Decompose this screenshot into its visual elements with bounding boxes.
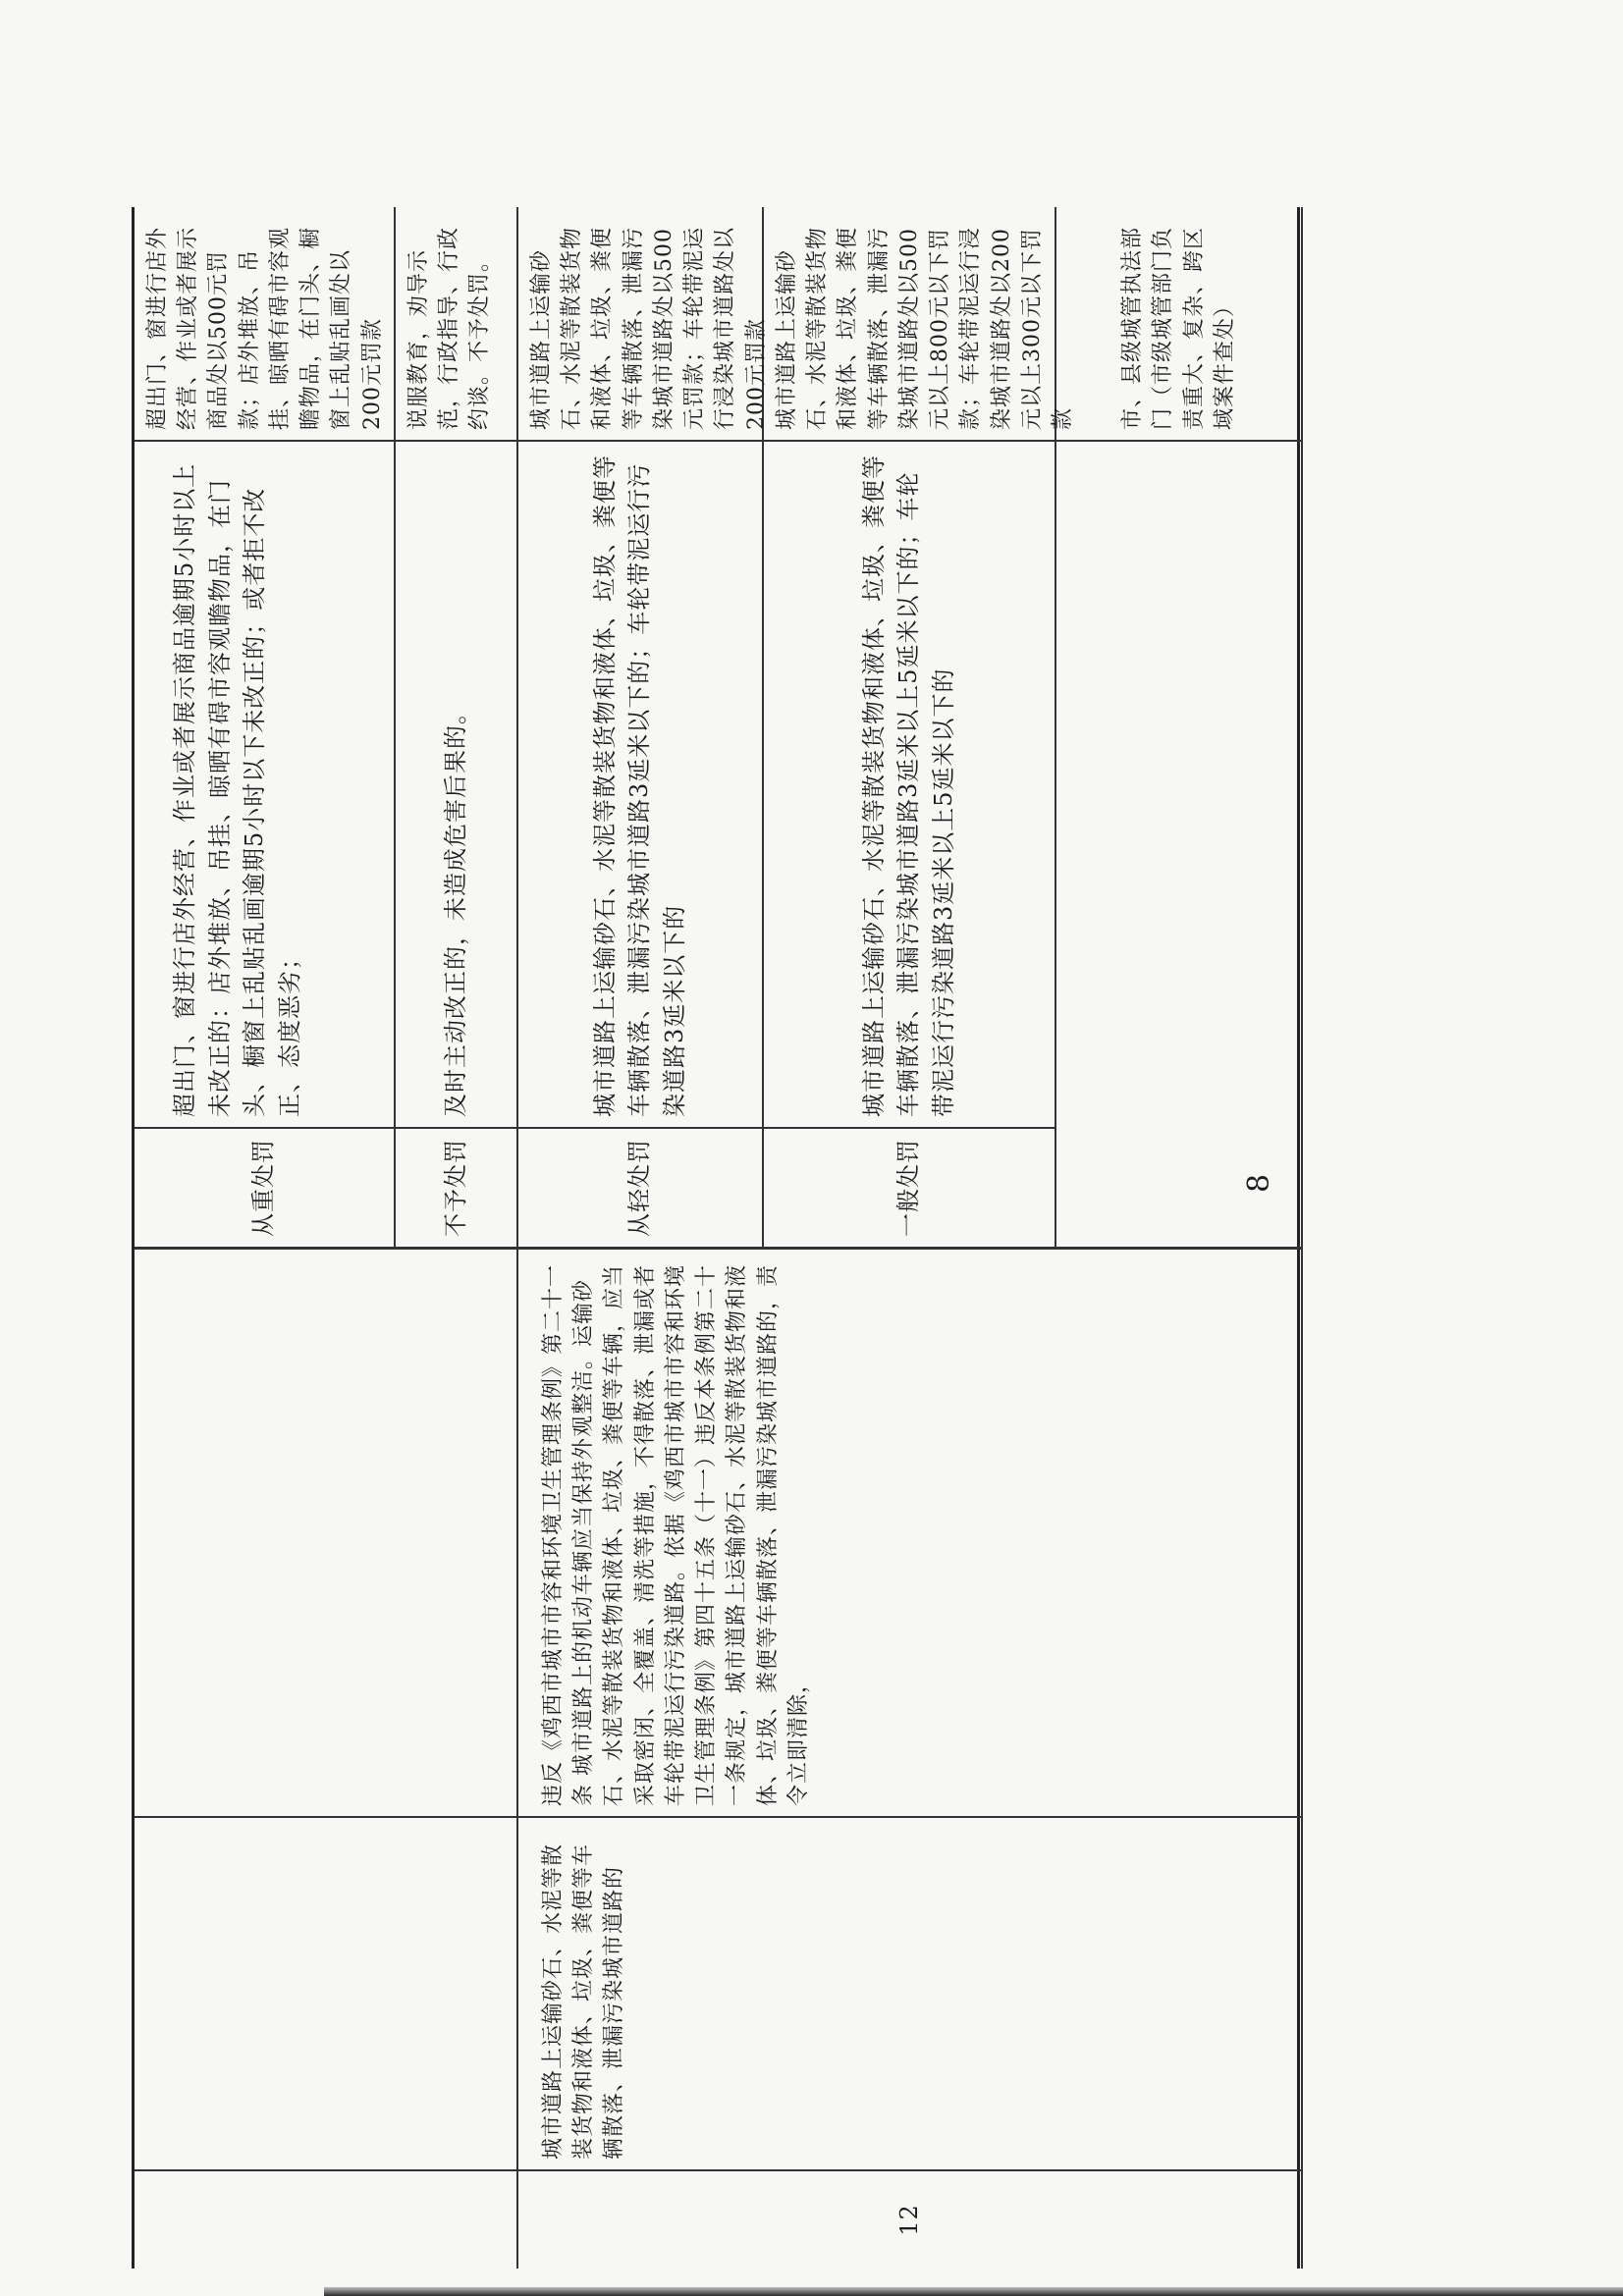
level-cell: 从轻处罚 — [518, 1127, 764, 1247]
basis-cell: 违反《鸡西市城市市容和环境卫生管理条例》第二十一条 城市道路上的机动车辆应当保持外观整洁。运输砂石、水泥等散装货物和液体、垃圾、粪便等车辆，应当采取密闭、全覆盖、清洗等措施，不得散落、泄漏或者车轮带泥运行污染道路。依据《鸡西市城市市容和环境卫生管理条例》第四十五条（十一）违反本条例第二十一条规定，城市道路上运输砂石、水泥等散装货物和液体、垃圾、粪便等车辆散落、泄漏污染城市道路的，责令立即清除， — [518, 1247, 1303, 1816]
item-cell: 城市道路上运输砂石、水泥等散装货物和液体、垃圾、粪便等车辆散落、泄漏污染城市道路的 — [518, 1816, 1303, 2169]
authority-blank-cell — [1056, 440, 1303, 1247]
basis-cell — [135, 1247, 518, 1816]
item-cell — [135, 1816, 518, 2169]
circumstance-cell: 城市道路上运输砂石、水泥等散装货物和液体、垃圾、粪便等车辆散落、泄漏污染城市道路3延米以下的；车轮带泥运行污染道路3延米以下的 — [518, 440, 764, 1127]
penalty-cell: 城市道路上运输砂石、水泥等散装货物和液体、垃圾、粪便等车辆散落、泄漏污染城市道路处以500元以上800元以下罚款；车轮带泥运行浸染城市道路处以200元以上300元以下罚款 — [764, 207, 1056, 440]
penalty-cell: 超出门、窗进行店外经营、作业或者展示商品处以500元罚款；店外堆放、吊挂、晾晒有碍市容观瞻物品，在门头、橱窗上乱贴乱画处以200元罚款 — [135, 207, 396, 440]
level-cell: 不予处罚 — [396, 1127, 518, 1247]
row-number-cell — [135, 2169, 518, 2269]
circumstance-cell: 超出门、窗进行店外经营、作业或者展示商品逾期5小时以上未改正的：店外堆放、吊挂、晾晒有碍市容观瞻物品，在门头、橱窗上乱贴乱画逾期5小时以下未改正的；或者拒不改正、态度恶劣； — [135, 440, 396, 1127]
penalty-cell: 城市道路上运输砂石、水泥等散装货物和液体、垃圾、粪便等车辆散落、泄漏污染城市道路处以500元罚款；车轮带泥运行浸染城市道路处以200元罚款 — [518, 207, 764, 440]
authority-cell: 市、县级城管执法部门（市级城管部门负责重大、复杂、跨区域案件查处） — [1056, 207, 1303, 440]
circumstance-cell: 城市道路上运输砂石、水泥等散装货物和液体、垃圾、粪便等车辆散落、泄漏污染城市道路3延米以上5延米以下的；车轮带泥运行污染道路3延米以上5延米以下的 — [764, 440, 1056, 1127]
scan-edge-shadow — [324, 2287, 1623, 2296]
level-cell: 从重处罚 — [135, 1127, 396, 1247]
level-cell: 一般处罚 — [764, 1127, 1056, 1247]
row-number-cell: 12 — [518, 2169, 1303, 2269]
circumstance-cell: 及时主动改正的，未造成危害后果的。 — [396, 440, 518, 1127]
rotated-page — [132, 207, 1300, 2269]
penalty-standard-table — [132, 207, 1300, 2269]
page-number: 8 — [1242, 1173, 1277, 1194]
penalty-cell: 说服教育，劝导示范，行政指导、行政约谈。不予处罚。 — [396, 207, 518, 440]
